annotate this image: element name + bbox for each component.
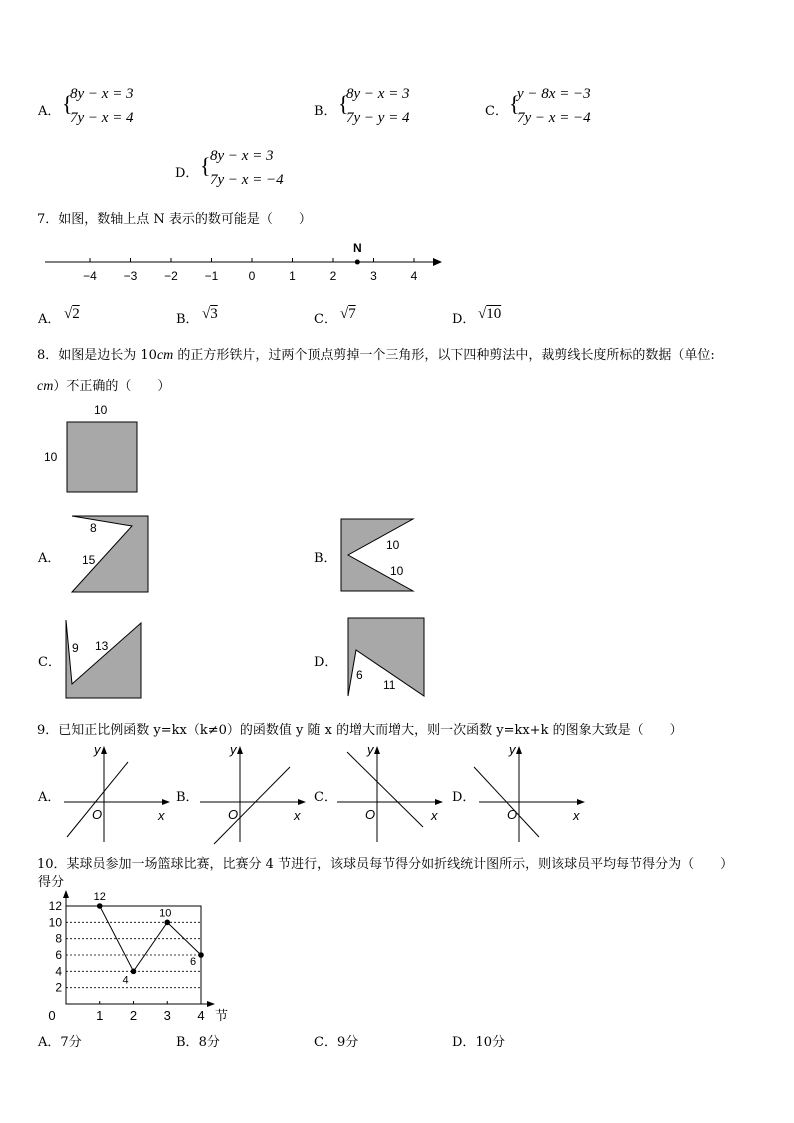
y-axis-arrow bbox=[63, 890, 69, 898]
point-n bbox=[355, 260, 360, 265]
q7-option-c-sqrt: √7 bbox=[340, 306, 356, 322]
x-axis-title: 节 bbox=[215, 1008, 229, 1022]
q7-option-c-label: C． bbox=[314, 312, 337, 327]
data-point bbox=[131, 969, 137, 975]
q6-option-c-brace: { bbox=[509, 91, 520, 116]
q7-option-a-sqrt: √2 bbox=[64, 306, 80, 322]
y-axis-arrow bbox=[101, 746, 107, 754]
q8-stem-line2: cm）不正确的（ ） bbox=[37, 379, 171, 394]
q7-option-d-label: D． bbox=[452, 312, 476, 327]
q10-option-a: A．7分 bbox=[38, 1035, 82, 1050]
x-axis-arrow bbox=[435, 799, 443, 805]
y-tick-label: 6 bbox=[55, 948, 62, 962]
number-line-tick-label: 1 bbox=[289, 269, 296, 283]
q7-option-b-sqrt: √3 bbox=[202, 306, 218, 322]
x-tick-label: 4 bbox=[197, 1008, 205, 1022]
y-axis-label: y bbox=[509, 742, 516, 757]
q10-option-c: C．9分 bbox=[314, 1035, 359, 1050]
origin-label: O bbox=[92, 807, 103, 822]
data-point bbox=[198, 952, 204, 958]
y-tick-label: 8 bbox=[55, 931, 62, 946]
q6-option-d-label: D． bbox=[175, 166, 199, 181]
origin-label: O bbox=[228, 807, 239, 822]
q7-option-a-label: A． bbox=[38, 312, 61, 327]
point-n-label: N bbox=[352, 241, 362, 255]
q8-d-label-2: 11 bbox=[383, 678, 396, 692]
q9-option-c-graph bbox=[332, 740, 472, 850]
x-axis-arrow bbox=[162, 799, 170, 805]
data-label: 10 bbox=[159, 907, 172, 920]
q8-option-b-figure bbox=[336, 516, 418, 594]
x-axis-label: x bbox=[158, 808, 165, 823]
function-line bbox=[347, 752, 423, 827]
q9-stem: 9．已知正比例函数 y=kx（k≠0）的函数值 y 随 x 的增大而增大，则一次函数 y=kx+k 的图象大致是（ ） bbox=[37, 723, 683, 738]
score-line-chart bbox=[36, 872, 246, 1022]
q8-c-label-2: 13 bbox=[95, 639, 109, 653]
x-axis-label: x bbox=[294, 808, 301, 823]
q8-a-label-1: 8 bbox=[90, 521, 97, 535]
q6-option-c-eq2: 7y − x = −4 bbox=[517, 110, 591, 126]
q6-option-a-eq1: 8y − x = 3 bbox=[70, 86, 134, 102]
x-axis-arrow bbox=[207, 1001, 215, 1007]
y-tick-label: 12 bbox=[48, 899, 62, 913]
y-tick-label: 10 bbox=[48, 915, 62, 930]
q6-option-a-label: A． bbox=[38, 104, 61, 119]
q8-d-label-1: 6 bbox=[356, 668, 363, 682]
y-axis-label: y bbox=[230, 742, 237, 757]
q8-option-c-figure bbox=[62, 616, 146, 702]
x-axis-arrow bbox=[298, 799, 306, 805]
q8-option-d-label: D． bbox=[314, 655, 338, 670]
y-tick-label: 4 bbox=[55, 964, 62, 979]
q8-a-label-2: 15 bbox=[82, 553, 96, 567]
q6-option-d-brace: { bbox=[200, 153, 211, 178]
y-axis-label: y bbox=[367, 742, 374, 757]
q10-option-b: B．8分 bbox=[176, 1035, 220, 1050]
q8-b-label-1: 10 bbox=[386, 538, 400, 552]
x-tick-label: 1 bbox=[96, 1008, 104, 1022]
q6-option-c-label: C． bbox=[485, 104, 508, 119]
number-line-tick-label: 4 bbox=[410, 269, 418, 283]
data-label: 12 bbox=[93, 891, 106, 903]
q6-option-d-eq1: 8y − x = 3 bbox=[210, 148, 274, 164]
x-axis-label: x bbox=[431, 808, 438, 823]
q6-option-a-brace: { bbox=[62, 91, 73, 116]
origin-label: O bbox=[365, 807, 376, 822]
q9-option-a-label: A． bbox=[38, 790, 61, 805]
x-axis-arrow bbox=[577, 799, 585, 805]
q8-option-d-figure bbox=[342, 614, 428, 700]
function-line bbox=[214, 767, 290, 844]
y-tick-label: 2 bbox=[55, 980, 62, 995]
q9-option-c-label: C． bbox=[314, 790, 337, 805]
number-line bbox=[40, 236, 450, 286]
y-axis-arrow bbox=[516, 746, 522, 754]
x-tick-label: 3 bbox=[163, 1008, 171, 1022]
q8-option-a-figure bbox=[66, 512, 156, 596]
y-axis-arrow bbox=[237, 746, 243, 754]
q10-stem: 10．某球员参加一场篮球比赛，比赛分 4 节进行，该球员每节得分如折线统计图所示，则该球员平均每节得分为（ ） bbox=[37, 857, 734, 872]
number-line-tick-label: 3 bbox=[370, 269, 377, 283]
square-top-label: 10 bbox=[94, 403, 108, 417]
q7-stem: 7．如图，数轴上点 N 表示的数可能是（ ） bbox=[37, 212, 312, 227]
q6-option-b-brace: { bbox=[338, 91, 349, 116]
q8-b-label-2: 10 bbox=[390, 564, 404, 578]
data-point bbox=[164, 920, 170, 926]
q6-option-c-eq1: y − 8x = −3 bbox=[517, 86, 591, 102]
number-line-tick-label: −1 bbox=[204, 269, 219, 283]
number-line-tick-label: −4 bbox=[83, 269, 97, 283]
x-axis-label: x bbox=[573, 808, 580, 823]
q9-option-d-label: D． bbox=[452, 790, 476, 805]
q9-option-b-label: B． bbox=[176, 790, 199, 805]
square-left-label: 10 bbox=[44, 450, 58, 464]
x-tick-label: 0 bbox=[48, 1008, 56, 1022]
q8-option-c-label: C． bbox=[38, 655, 61, 670]
q6-option-b-label: B． bbox=[314, 104, 337, 119]
q9-option-d-graph bbox=[474, 740, 614, 850]
q7-option-b-label: B． bbox=[176, 312, 199, 327]
q8-c-label-1: 9 bbox=[72, 641, 79, 655]
q10-option-d: D．10分 bbox=[452, 1035, 505, 1050]
q6-option-b-eq1: 8y − x = 3 bbox=[346, 86, 410, 102]
data-label: 6 bbox=[189, 956, 197, 968]
origin-label: O bbox=[507, 807, 518, 822]
q6-option-a-eq2: 7y − x = 4 bbox=[70, 110, 134, 126]
q7-option-d-sqrt: √10 bbox=[478, 306, 502, 322]
y-axis-label: y bbox=[94, 742, 101, 757]
q8-stem-line1: 8．如图是边长为 10cm 的正方形铁片，过两个顶点剪掉一个三角形，以下四种剪法中，裁剪线长度所标的数据（单位: bbox=[37, 348, 715, 363]
y-axis-arrow bbox=[374, 746, 380, 754]
number-line-tick-label: 2 bbox=[329, 269, 337, 283]
data-label: 4 bbox=[122, 974, 129, 987]
function-line bbox=[67, 762, 128, 837]
q6-option-d-eq2: 7y − x = −4 bbox=[210, 172, 284, 188]
q8-option-a-label: A． bbox=[38, 551, 61, 566]
number-line-tick-label: 0 bbox=[248, 269, 256, 283]
number-line-tick-label: −3 bbox=[123, 269, 138, 283]
number-line-tick-label: −2 bbox=[164, 269, 178, 283]
q8-option-b-label: B． bbox=[314, 551, 337, 566]
data-point bbox=[97, 903, 103, 909]
q8-square-figure bbox=[40, 400, 150, 500]
y-axis-title: 得分 bbox=[38, 874, 65, 889]
q6-option-b-eq2: 7y − y = 4 bbox=[346, 110, 410, 126]
x-tick-label: 2 bbox=[129, 1008, 138, 1022]
